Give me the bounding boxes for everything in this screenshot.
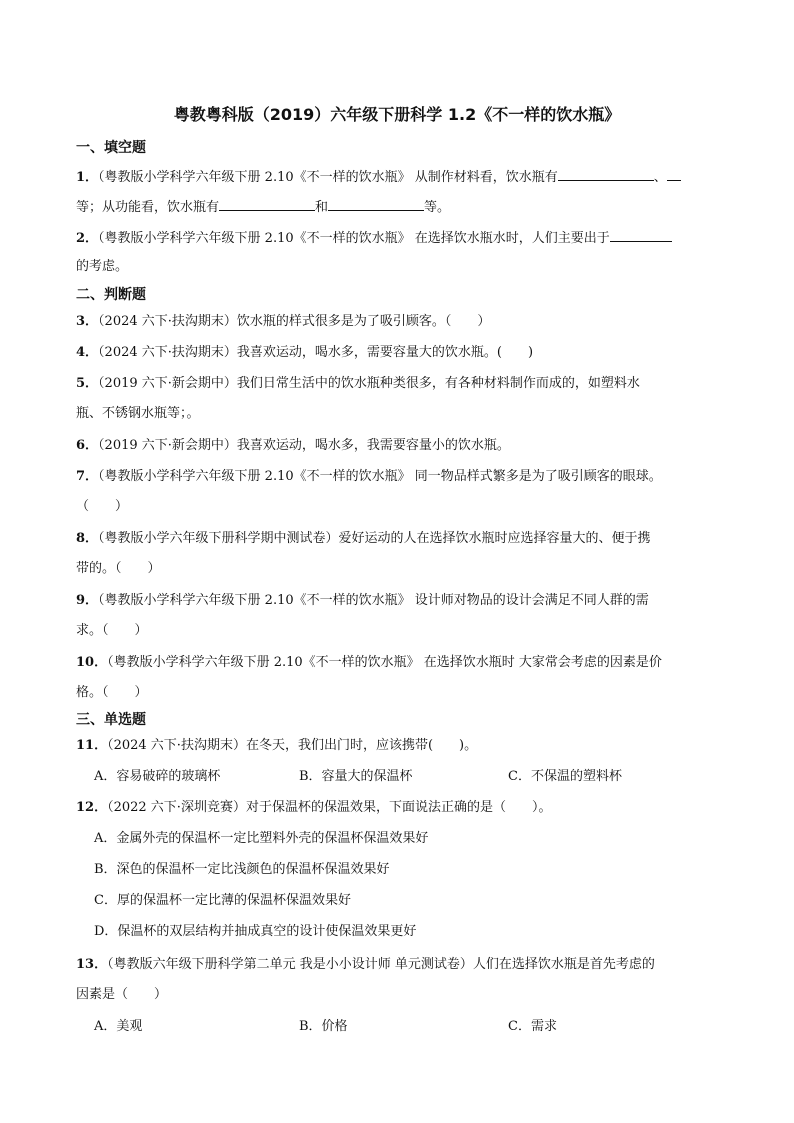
question-text: （2024 六下·扶沟期末）在冬天，我们出门时，应该携带( )。 (107, 738, 478, 753)
question-number: 4． (76, 345, 99, 360)
question-5-line-1 (76, 374, 640, 394)
question-number: 6． (76, 438, 99, 453)
question-number: 2． (76, 231, 99, 246)
question-13-line-1 (76, 955, 655, 975)
question-2-line-2: 的考虑。 (76, 259, 129, 274)
question-13-option-a[interactable]: A．美观 (94, 1019, 143, 1034)
question-text: 等。 (424, 200, 451, 215)
question-text: （2022 六下·深圳竞赛）对于保温杯的保温效果，下面说法正确的是（ ）。 (107, 800, 552, 815)
question-text: （粤教版小学科学六年级下册 2.10《不一样的饮水瓶》 设计师对物品的设计会满足不同人群的需 (98, 593, 649, 608)
question-text: 、 (653, 170, 667, 185)
section-true-false: 二、判断题 (76, 287, 146, 303)
question-text: （2024 六下·扶沟期末）我喜欢运动，喝水多，需要容量大的饮水瓶。( ) (98, 345, 534, 360)
question-text: 和 (315, 200, 329, 215)
question-number: 8． (76, 531, 99, 546)
question-9-line-2: 求。（ ） (76, 623, 148, 638)
question-text: （粤教版小学科学六年级下册 2.10《不一样的饮水瓶》 从制作材料看，饮水瓶有 (98, 170, 558, 185)
answer-blank[interactable] (219, 196, 315, 211)
question-13-line-2: 因素是（ ） (76, 987, 168, 1002)
question-11-option-b[interactable]: B．容量大的保温杯 (299, 769, 413, 784)
question-1-line-2 (76, 196, 450, 218)
question-11 (76, 736, 477, 756)
question-text: （粤教版小学科学六年级下册 2.10《不一样的饮水瓶》 在选择饮水瓶时 大家常会考虑的因素是价 (107, 655, 662, 670)
question-13-option-c[interactable]: C．需求 (508, 1019, 557, 1034)
answer-blank[interactable] (558, 166, 654, 181)
question-10-line-2: 格。（ ） (76, 685, 148, 700)
question-12-option-b[interactable]: B．深色的保温杯一定比浅颜色的保温杯保温效果好 (94, 862, 390, 877)
question-number: 3． (76, 314, 99, 329)
question-number: 10． (76, 655, 108, 670)
question-text: （粤教版小学六年级下册科学期中测试卷）爱好运动的人在选择饮水瓶时应选择容量大的、便于携 (98, 531, 651, 546)
question-12 (76, 798, 551, 818)
question-12-option-d[interactable]: D．保温杯的双层结构并抽成真空的设计使保温效果更好 (94, 924, 417, 939)
question-number: 12． (76, 800, 108, 815)
question-text: （2019 六下·新会期中）我们日常生活中的饮水瓶种类很多，有各种材料制作而成的，如塑料水 (98, 376, 640, 391)
question-8-line-2: 带的。（ ） (76, 561, 161, 576)
answer-blank[interactable] (610, 227, 672, 242)
answer-blank[interactable] (328, 196, 424, 211)
question-10-line-1 (76, 653, 662, 673)
question-3 (76, 312, 490, 332)
question-8-line-1 (76, 529, 651, 549)
question-9-line-1 (76, 591, 649, 611)
question-number: 9． (76, 593, 99, 608)
question-1-line-1 (76, 166, 681, 188)
question-11-option-a[interactable]: A．容易破碎的玻璃杯 (94, 769, 221, 784)
question-6 (76, 436, 510, 456)
question-text: 等；从功能看，饮水瓶有 (76, 200, 220, 215)
question-text: （粤教版小学科学六年级下册 2.10《不一样的饮水瓶》 在选择饮水瓶水时，人们主要出于 (98, 231, 610, 246)
question-5-line-2: 瓶、不锈钢水瓶等；。 (76, 406, 200, 421)
question-7-line-2: （ ） (76, 499, 129, 514)
question-7-line-1 (76, 467, 662, 487)
question-number: 5． (76, 376, 99, 391)
question-12-option-a[interactable]: A．金属外壳的保温杯一定比塑料外壳的保温杯保温效果好 (94, 831, 429, 846)
question-12-option-c[interactable]: C．厚的保温杯一定比薄的保温杯保温效果好 (94, 893, 351, 908)
question-text: （2024 六下·扶沟期末）饮水瓶的样式很多是为了吸引顾客。（ ） (98, 314, 491, 329)
question-text: （粤教版小学科学六年级下册 2.10《不一样的饮水瓶》 同一物品样式繁多是为了吸引顾客的眼球。 (98, 469, 662, 484)
answer-blank[interactable] (667, 166, 681, 181)
question-text: （2019 六下·新会期中）我喜欢运动，喝水多，我需要容量小的饮水瓶。 (98, 438, 510, 453)
question-number: 7． (76, 469, 99, 484)
document-title: 粤教粤科版（2019）六年级下册科学 1.2《不一样的饮水瓶》 (173, 105, 621, 124)
question-2-line-1 (76, 227, 672, 249)
question-number: 13． (76, 957, 108, 972)
section-fill-in-blank: 一、填空题 (76, 140, 146, 156)
question-13-option-b[interactable]: B．价格 (299, 1019, 348, 1034)
question-11-option-c[interactable]: C．不保温的塑料杯 (508, 769, 622, 784)
section-single-choice: 三、单选题 (76, 712, 146, 728)
question-number: 1． (76, 170, 99, 185)
question-text: （粤教版六年级下册科学第二单元 我是小小设计师 单元测试卷）人们在选择饮水瓶是首先考虑的 (107, 957, 655, 972)
question-4 (76, 343, 533, 363)
question-number: 11． (76, 738, 108, 753)
